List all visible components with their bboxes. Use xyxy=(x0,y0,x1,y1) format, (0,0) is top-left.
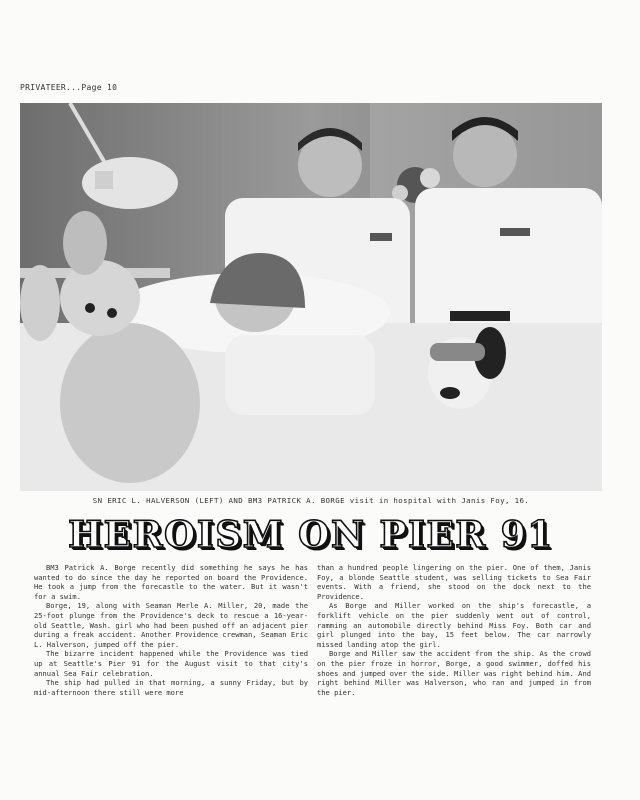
article-paragraph: Borge and Miller saw the accident from the ship. As the crowd on the pier froze in horror, Borge, a good swimmer, doffed his shoes and jumped over the side. Miller was right behind him. And right behind Miller was Halverson, who ran and jumped in from the pier. xyxy=(317,649,591,697)
article-headline: HEROISM ON PIER 91 xyxy=(68,514,554,556)
article-paragraph: Borge, 19, along with Seaman Merle A. Miller, 20, made the 25-foot plunge from the Providence's deck to rescue a 16-year-old Seattle, Wash. girl who had been pushed off an adjacent pier during a freak accident. Another Providence crewman, Seaman Eric L. Halverson, jumped off the pier. xyxy=(34,601,308,649)
article-paragraph: The ship had pulled in that morning, a sunny Friday, but by mid-afternoon there still were more xyxy=(34,678,308,697)
photo-caption: SN ERIC L. HALVERSON (LEFT) AND BM3 PATRICK A. BORGE visit in hospital with Janis Foy, 16. xyxy=(92,496,530,505)
article-column-left xyxy=(34,563,308,697)
article-paragraph: than a hundred people lingering on the pier. One of them, Janis Foy, a blonde Seattle student, was selling tickets to Sea Fair events. With a friend, she stood on the dock next to the Providence. xyxy=(317,563,591,601)
article-paragraph: As Borge and Miller worked on the ship's forecastle, a forklift vehicle on the pier suddenly went out of control, ramming an automobile directly behind Miss Foy. Both car and girl plunged into the bay, 15 feet below. The car narrowly missed landing atop the girl. xyxy=(317,601,591,649)
article-paragraph: The bizarre incident happened while the Providence was tied up at Seattle's Pier 91 for the August visit to that city's annual Sea Fair celebration. xyxy=(34,649,308,678)
article-column-right xyxy=(317,563,591,697)
running-head: PRIVATEER...Page 10 xyxy=(20,83,118,92)
article-paragraph: BM3 Patrick A. Borge recently did something he says he has wanted to do since the day he reported on board the Providence. He took a jump from the forecastle to the water. But it wasn't for a swim. xyxy=(34,563,308,601)
hospital-photo xyxy=(20,103,602,491)
